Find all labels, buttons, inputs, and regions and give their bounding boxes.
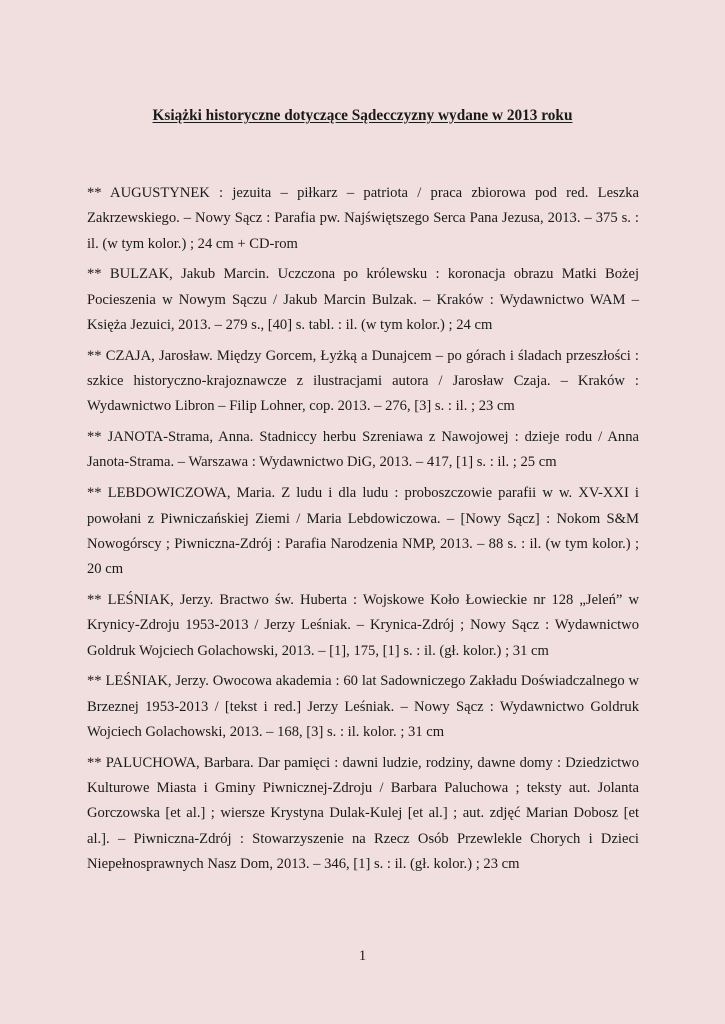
page-number: 1	[358, 948, 367, 964]
bibliography-entry: ** LEŚNIAK, Jerzy. Bractwo św. Huberta : Wojskowe Koło Łowieckie nr 128 „Jeleń” w Krynicy-Zdroju 1953-2013 / Jerzy Leśniak. – Krynica-Zdrój ; Nowy Sącz : Wydawnictwo Goldruk Wojciech Golachowski, 2013. – [1], 175, [1] s. : il. (gł. kolor.) ; 31 cm	[87, 591, 639, 659]
bibliography-entry: ** LEŚNIAK, Jerzy. Owocowa akademia : 60 lat Sadowniczego Zakładu Doświadczalnego w Brzeznej 1953-2013 / [tekst i red.] Jerzy Leśniak. – Nowy Sącz : Wydawnictwo Goldruk Wojciech Golachowski, 2013. – 168, [3] s. : il. kolor. ; 31 cm	[87, 673, 639, 740]
bibliography-entry: ** JANOTA-Strama, Anna. Stadniccy herbu Szreniawa z Nawojowej : dzieje rodu / Anna Janota-Strama. – Warszawa : Wydawnictwo DiG, 2013. – 417, [1] s. : il. ; 25 cm	[87, 429, 639, 471]
bibliography-entry: ** CZAJA, Jarosław. Między Gorcem, Łyżką a Dunajcem – po górach i śladach przeszłości : szkice historyczno-krajoznawcze z ilustracjami autora / Jarosław Czaja. – Kraków : Wydawnictwo Libron – Filip Lohner, cop. 2013. – 276, [3] s. : il. ; 23 cm	[87, 347, 639, 415]
bibliography-entry: ** PALUCHOWA, Barbara. Dar pamięci : dawni ludzie, rodziny, dawne domy : Dziedzictwo Kulturowe Miasta i Gminy Piwnicznej-Zdroju / Barbara Paluchowa ; teksty aut. Jolanta Gorczowska [et al.] ; wiersze Krystyna Dulak-Kulej [et al.] ; aut. zdjęć Marian Dobosz [et al.]. – Piwniczna-Zdrój : Stowarzyszenie na Rzecz Osób Przewlekle Chorych i Dzieci Niepełnosprawnych Nasz Dom, 2013. – 346, [1] s. : il. (gł. kolor.) ; 23 cm	[87, 754, 639, 872]
bibliography-entry: ** AUGUSTYNEK : jezuita – piłkarz – patriota / praca zbiorowa pod red. Leszka Zakrzewskiego. – Nowy Sącz : Parafia pw. Najświętszego Serca Pana Jezusa, 2013. – 375 s. : il. (w tym kolor.) ; 24 cm + CD-rom	[87, 185, 639, 252]
bibliography-entry: ** BULZAK, Jakub Marcin. Uczczona po królewsku : koronacja obrazu Matki Bożej Pocieszenia w Nowym Sączu / Jakub Marcin Bulzak. – Kraków : Wydawnictwo WAM – Księża Jezuici, 2013. – 279 s., [40] s. tabl. : il. (w tym kolor.) ; 24 cm	[87, 266, 639, 333]
bibliography-list	[87, 181, 639, 883]
document-title: Książki historyczne dotyczące Sądecczyzny wydane w 2013 roku	[152, 107, 573, 124]
bibliography-entry: ** LEBDOWICZOWA, Maria. Z ludu i dla ludu : proboszczowie parafii w w. XV-XXI i powołani z Piwniczańskiej Ziemi / Maria Lebdowiczowa. – [Nowy Sącz] : Nokom S&M Nowogórscy ; Piwniczna-Zdrój : Parafia Narodzenia NMP, 2013. – 88 s. : il. (w tym kolor.) ; 20 cm	[87, 485, 639, 578]
